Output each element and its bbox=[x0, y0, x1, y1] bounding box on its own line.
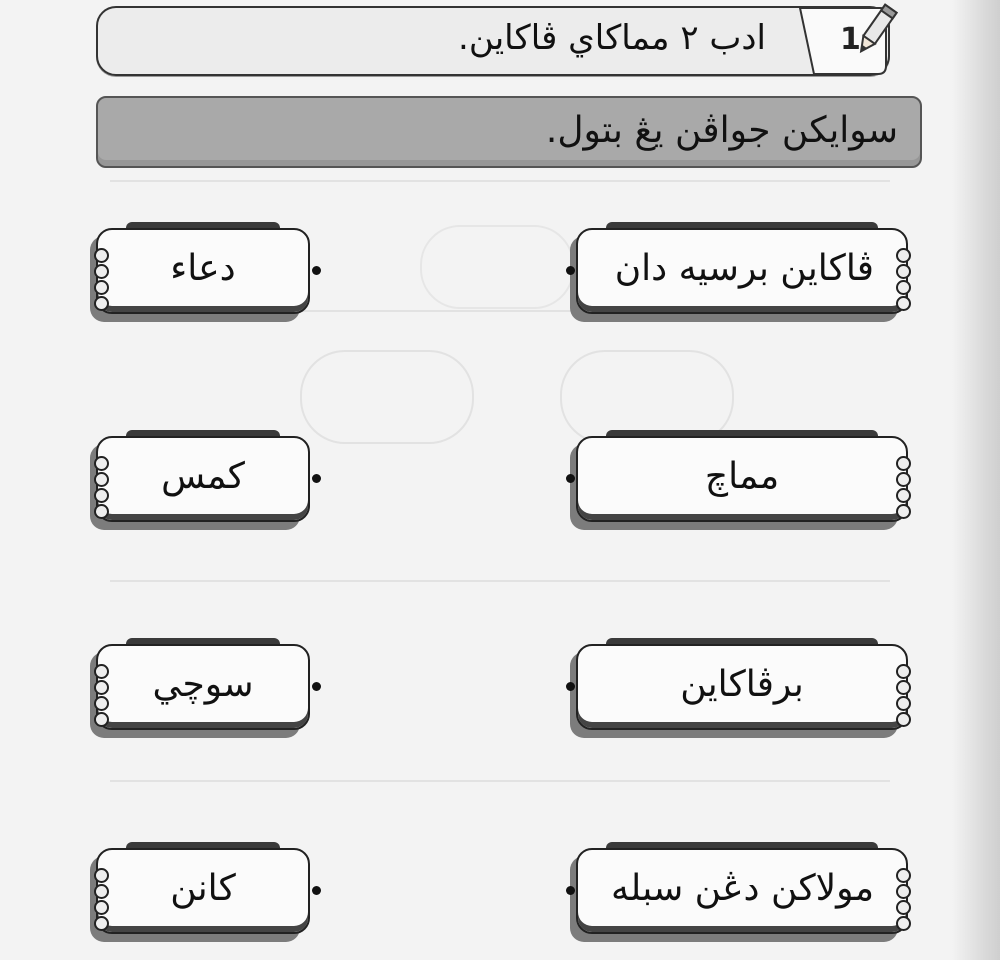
match-card-right[interactable] bbox=[576, 848, 908, 934]
instruction-text: سوايكن جواڤن يڠ بتول. bbox=[545, 110, 898, 151]
match-dot-right[interactable] bbox=[566, 682, 575, 691]
page-edge-shadow bbox=[952, 0, 1000, 960]
match-dot-left[interactable] bbox=[312, 682, 321, 691]
match-dot-right[interactable] bbox=[566, 886, 575, 895]
match-dot-left[interactable] bbox=[312, 266, 321, 275]
match-dot-left[interactable] bbox=[312, 886, 321, 895]
match-card-left[interactable] bbox=[96, 644, 310, 730]
card-label: كمس bbox=[161, 456, 245, 497]
match-dot-left[interactable] bbox=[312, 474, 321, 483]
lesson-number-tab bbox=[770, 6, 888, 76]
card-label: مماچ bbox=[704, 456, 780, 497]
match-dot-right[interactable] bbox=[566, 266, 575, 275]
pencil-icon bbox=[854, 0, 898, 60]
match-card-left[interactable] bbox=[96, 848, 310, 934]
binder-rings bbox=[896, 868, 910, 920]
card-label: برڤاكاين bbox=[680, 664, 804, 705]
binder-rings bbox=[896, 248, 910, 300]
card-label: مولاكن دڠن سبله bbox=[610, 868, 874, 909]
card-label: كانن bbox=[170, 868, 236, 909]
lesson-title: ادب ٢ مماكاي ڤاكاين. bbox=[458, 18, 766, 58]
match-card-right[interactable] bbox=[576, 228, 908, 314]
card-label: دعاء bbox=[170, 248, 236, 289]
match-card-left[interactable] bbox=[96, 228, 310, 314]
instruction-banner bbox=[96, 96, 922, 168]
ghost-cloud bbox=[420, 225, 574, 309]
card-label: سوچي bbox=[152, 664, 254, 705]
ghost-line bbox=[110, 780, 890, 782]
match-card-right[interactable] bbox=[576, 644, 908, 730]
binder-rings bbox=[94, 456, 108, 508]
ghost-cloud bbox=[300, 350, 474, 444]
match-card-right[interactable] bbox=[576, 436, 908, 522]
ghost-line bbox=[110, 180, 890, 182]
card-label: ڤاكاين برسيه دان bbox=[614, 248, 874, 289]
binder-rings bbox=[94, 868, 108, 920]
lesson-number: 1 bbox=[840, 22, 861, 57]
match-card-left[interactable] bbox=[96, 436, 310, 522]
binder-rings bbox=[896, 664, 910, 716]
binder-rings bbox=[94, 248, 108, 300]
binder-rings bbox=[896, 456, 910, 508]
binder-rings bbox=[94, 664, 108, 716]
match-dot-right[interactable] bbox=[566, 474, 575, 483]
lesson-header bbox=[96, 6, 890, 76]
ghost-line bbox=[110, 580, 890, 582]
